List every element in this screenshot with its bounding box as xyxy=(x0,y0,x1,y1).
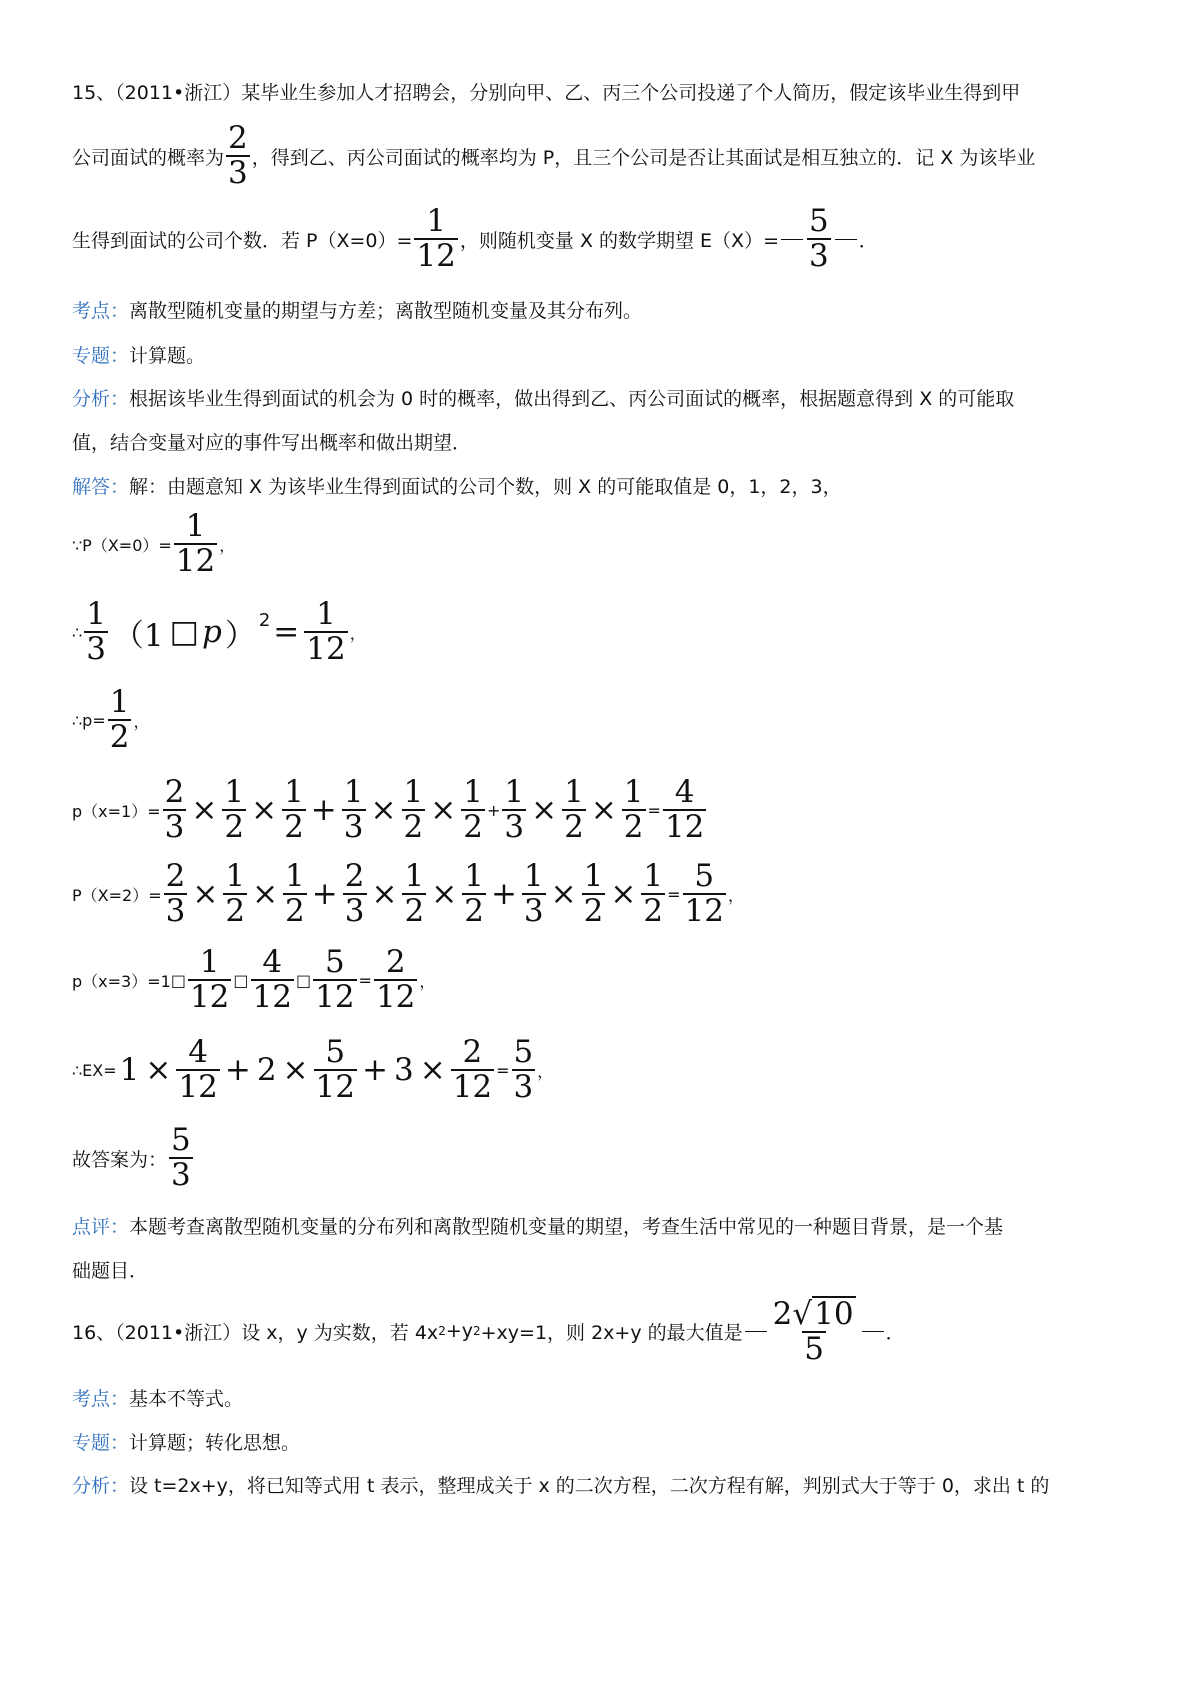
q15-line3-mid: ，则随机变量 X 的数学期望 E（X）= xyxy=(459,229,779,252)
answer-underline-right xyxy=(862,1331,884,1332)
q15-line3: 生得到面试的公司个数．若 P（X=0）= $\frac{1}{12}$ ，则随机变量 X 的数学期望 E（X）= $\frac{5}{3}$ ． xyxy=(72,203,878,275)
step-p0: ∵P（X=0）= $\frac{1}{12}$ ， xyxy=(72,508,236,580)
final-answer: 故答案为： $\frac{5}{3}$ xyxy=(72,1122,191,1194)
answer-underline-left xyxy=(745,1331,767,1332)
q15-fenxi-cont: 值，结合变量对应的事件写出概率和做出期望． xyxy=(72,432,472,454)
q15-dianping: 点评：本题考查离散型随机变量的分布列和离散型随机变量的期望，考查生活中常见的一种题目背景，是一个基 xyxy=(72,1216,1004,1238)
q16-question: 16、（2011•浙江）设 x，y 为实数，若 4x 2 +y 2 +xy=1，则 2x+y 的最大值是 $\frac{2√10}{5}$ ． xyxy=(72,1296,905,1368)
q16-answer: $\frac{2√10}{5}$ xyxy=(772,1296,854,1368)
step-p3: p（x=3）=1 □ $\frac{1}{12}$ □ $\frac{4}{12}$ □ $\frac{5}{12}$ = $\frac{2}{12}$ ， xyxy=(72,944,436,1016)
fraction-1-12: $\frac{1}{12}$ xyxy=(416,203,456,275)
q16-fenxi: 分析：设 t=2x+y，将已知等式用 t 表示，整理成关于 x 的二次方程，二次方程有解，判别式大于等于 0，求出 t 的 xyxy=(72,1475,1050,1497)
q15-line3-pre: 生得到面试的公司个数．若 P（X=0）= xyxy=(72,229,413,252)
q15-fenxi: 分析：根据该毕业生得到面试的机会为 0 时的概率，做出得到乙、丙公司面试的概率，根据题意得到 X 的可能取 xyxy=(72,388,1015,410)
step-equation: ∴ $\frac{1}{3}$ （1 □ p ） $^2$ = $\frac{1}{12}$ ， xyxy=(72,596,366,668)
answer-underline-right xyxy=(835,239,857,240)
q16-kaodian: 考点：基本不等式。 xyxy=(72,1388,244,1410)
q15-line2 xyxy=(72,122,1035,191)
q15-jieda: 解答：解：由题意知 X 为该毕业生得到面试的公司个数，则 X 的可能取值是 0，1，2，3， xyxy=(72,476,842,498)
fraction-2-3: $\frac{2}{3}$ xyxy=(228,120,248,192)
answer-underline-left xyxy=(781,239,803,240)
q15-dianping-cont: 础题目． xyxy=(72,1260,149,1282)
q15-line2-pre: 公司面试的概率为 xyxy=(72,146,225,169)
step-p1: p（x=1）= $\frac{2}{3}$ × $\frac{1}{2}$ × $\frac{1}{2}$ + $\frac{1}{3}$ × $\frac{1}{2}$ × $\frac{1}{2}$ + $\frac{1}{3}$ × $\frac{1}{2}$ × $\frac{1}{2}$ = $\frac{4}{12}$ xyxy=(72,774,705,846)
q16-zhuanti: 专题：计算题；转化思想。 xyxy=(72,1432,301,1454)
step-expectation: ∴EX= 1 × $\frac{4}{12}$ + 2 × $\frac{5}{12}$ + 3 × $\frac{2}{12}$ = $\frac{5}{3}$ ， xyxy=(72,1034,554,1106)
q15-kaodian: 考点：离散型随机变量的期望与方差；离散型随机变量及其分布列。 xyxy=(72,300,643,322)
step-p-value: ∴p= $\frac{1}{2}$ ， xyxy=(72,684,150,756)
q15-line1: 15、（2011•浙江）某毕业生参加人才招聘会，分别向甲、乙、丙三个公司投递了个人简历，假定该毕业生得到甲 xyxy=(72,82,1021,104)
q15-answer: $\frac{5}{3}$ xyxy=(808,203,829,275)
step-p2: P（X=2）= $\frac{2}{3}$ × $\frac{1}{2}$ × $\frac{1}{2}$ + $\frac{2}{3}$ × $\frac{1}{2}$ × $\frac{1}{2}$ + $\frac{1}{3}$ × $\frac{1}{2}$ × $\frac{1}{2}$ = $\frac{5}{12}$ ， xyxy=(72,858,744,930)
q15-zhuanti: 专题：计算题。 xyxy=(72,345,206,367)
fraction-1-12: $\frac{1}{12}$ xyxy=(175,508,216,580)
q15-line2-post: ，得到乙、丙公司面试的概率均为 P，且三个公司是否让其面试是相互独立的．记 X 为该毕业 xyxy=(251,146,1036,169)
